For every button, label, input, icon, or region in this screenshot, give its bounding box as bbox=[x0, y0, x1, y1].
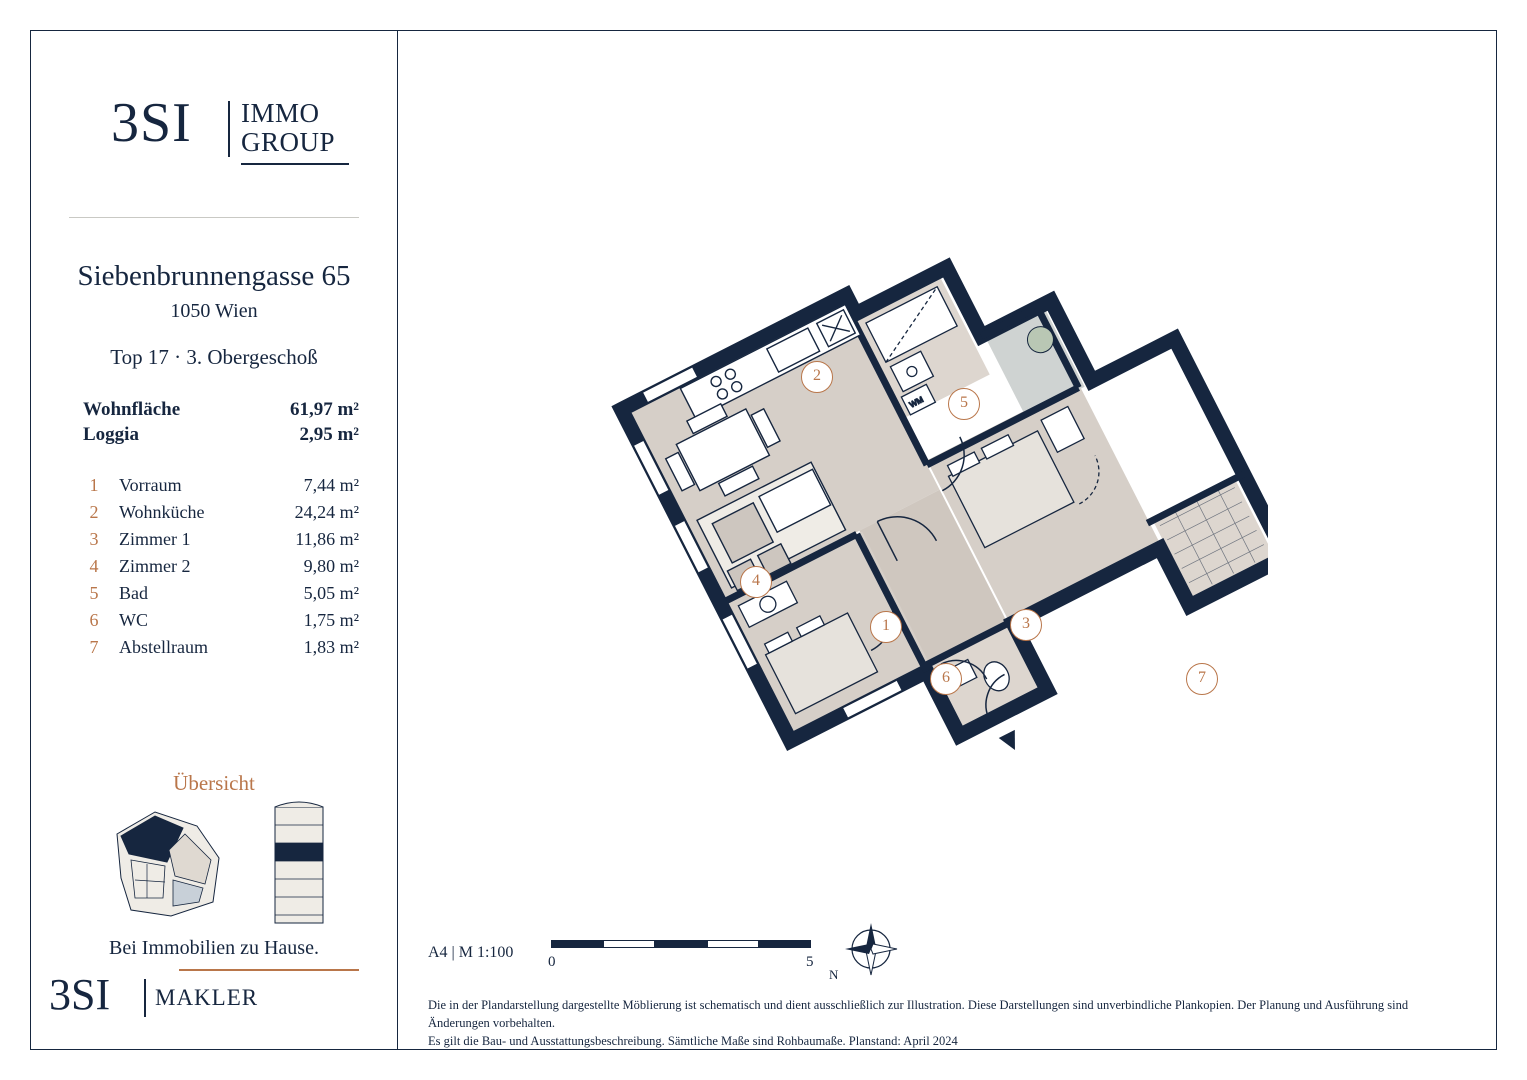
brand-logo-underline bbox=[241, 163, 349, 165]
footer-logo-makler-text: MAKLER bbox=[155, 985, 259, 1010]
list-item bbox=[83, 475, 359, 502]
compass-north-label: N bbox=[829, 967, 839, 982]
scale-bar-block bbox=[428, 926, 848, 976]
room-area: 5,05 m² bbox=[303, 583, 359, 603]
brand-logo-immo-group bbox=[111, 93, 341, 175]
list-item bbox=[83, 502, 359, 529]
room-name: Zimmer 1 bbox=[119, 529, 191, 549]
room-number: 7 bbox=[89, 637, 99, 657]
disclaimer-line-1: Die in der Plandarstellung dargestellte Möblierung ist schematisch und dient ausschließlich zur Illustration. Diese Darstellungen sind unverbindliche Plankopien. Der Planung und Ausführung sind Änderungen vorbehalten. bbox=[428, 998, 1409, 1030]
summary-row bbox=[83, 424, 359, 449]
summary-row bbox=[83, 399, 359, 424]
room-name: Zimmer 2 bbox=[119, 556, 191, 576]
overview-building-plan bbox=[101, 806, 241, 921]
summary-value: 2,95 m² bbox=[299, 424, 359, 445]
brand-logo-immo-text: IMMO bbox=[241, 98, 320, 128]
brand-logo-group-text: GROUP bbox=[241, 127, 336, 157]
room-badge-6: 6 bbox=[930, 663, 962, 695]
room-area: 11,86 m² bbox=[295, 529, 359, 549]
list-item bbox=[83, 556, 359, 583]
entrance-marker bbox=[999, 730, 1023, 754]
sidebar bbox=[31, 31, 397, 1049]
room-area: 1,75 m² bbox=[303, 610, 359, 630]
footer-logo-separator bbox=[144, 979, 146, 1017]
room-number: 2 bbox=[89, 502, 99, 522]
footer-logo-3si-text: 3SI bbox=[49, 970, 111, 1019]
svg-text:WM: WM bbox=[908, 395, 925, 410]
brand-logo-makler bbox=[49, 971, 279, 1041]
page-title: Siebenbrunnengasse 65 bbox=[77, 260, 351, 292]
room-area: 24,24 m² bbox=[294, 502, 359, 522]
room-number: 5 bbox=[89, 583, 99, 603]
property-city: 1050 Wien bbox=[170, 300, 258, 322]
brand-logo-separator bbox=[228, 101, 230, 157]
floor-plan-drawing bbox=[548, 191, 1268, 791]
list-item bbox=[83, 637, 359, 664]
summary-value: 61,97 m² bbox=[289, 399, 359, 420]
room-number: 4 bbox=[89, 556, 99, 576]
list-item bbox=[83, 529, 359, 556]
scale-min-label: 0 bbox=[548, 954, 556, 970]
summary-label: Wohnfläche bbox=[83, 399, 181, 420]
room-name: Vorraum bbox=[119, 475, 182, 495]
divider-top bbox=[69, 217, 359, 218]
room-list bbox=[83, 475, 359, 664]
room-name: Wohnküche bbox=[119, 502, 205, 522]
list-item bbox=[83, 610, 359, 637]
overview-title: Übersicht bbox=[173, 771, 255, 795]
room-badge-7: 7 bbox=[1186, 663, 1218, 695]
room-number: 6 bbox=[89, 610, 99, 630]
list-item bbox=[83, 583, 359, 610]
scale-format-label: A4 | M 1:100 bbox=[428, 944, 514, 961]
room-badge-4: 4 bbox=[740, 566, 772, 598]
room-badge-3: 3 bbox=[1010, 609, 1042, 641]
overview-floor-stack bbox=[273, 799, 325, 927]
room-badge-2: 2 bbox=[801, 361, 833, 393]
room-badge-1: 1 bbox=[870, 611, 902, 643]
scale-bar bbox=[551, 940, 811, 948]
room-number: 3 bbox=[89, 529, 99, 549]
disclaimer-line-2: Es gilt die Bau- und Ausstattungsbeschreibung. Sämtliche Maße sind Rohbaumaße. Planstand: April 2024 bbox=[428, 1034, 958, 1048]
property-unit: Top 17 · 3. Obergeschoß bbox=[110, 345, 318, 369]
room-name: Bad bbox=[119, 583, 148, 603]
room-name: Abstellraum bbox=[119, 637, 208, 657]
scale-max-label: 5 bbox=[806, 954, 814, 970]
summary-list bbox=[83, 399, 359, 449]
brand-tagline: Bei Immobilien zu Hause. bbox=[109, 937, 319, 959]
room-name: WC bbox=[119, 610, 148, 630]
compass-rose bbox=[823, 919, 913, 989]
room-area: 9,80 m² bbox=[303, 556, 359, 576]
room-area: 7,44 m² bbox=[303, 475, 359, 495]
disclaimer-text bbox=[428, 996, 1473, 1050]
brand-logo-3si-text: 3SI bbox=[111, 92, 192, 154]
room-area: 1,83 m² bbox=[303, 637, 359, 657]
room-badge-5: 5 bbox=[948, 388, 980, 420]
main-content bbox=[398, 31, 1497, 1049]
summary-label: Loggia bbox=[83, 424, 139, 445]
room-number: 1 bbox=[89, 475, 99, 495]
